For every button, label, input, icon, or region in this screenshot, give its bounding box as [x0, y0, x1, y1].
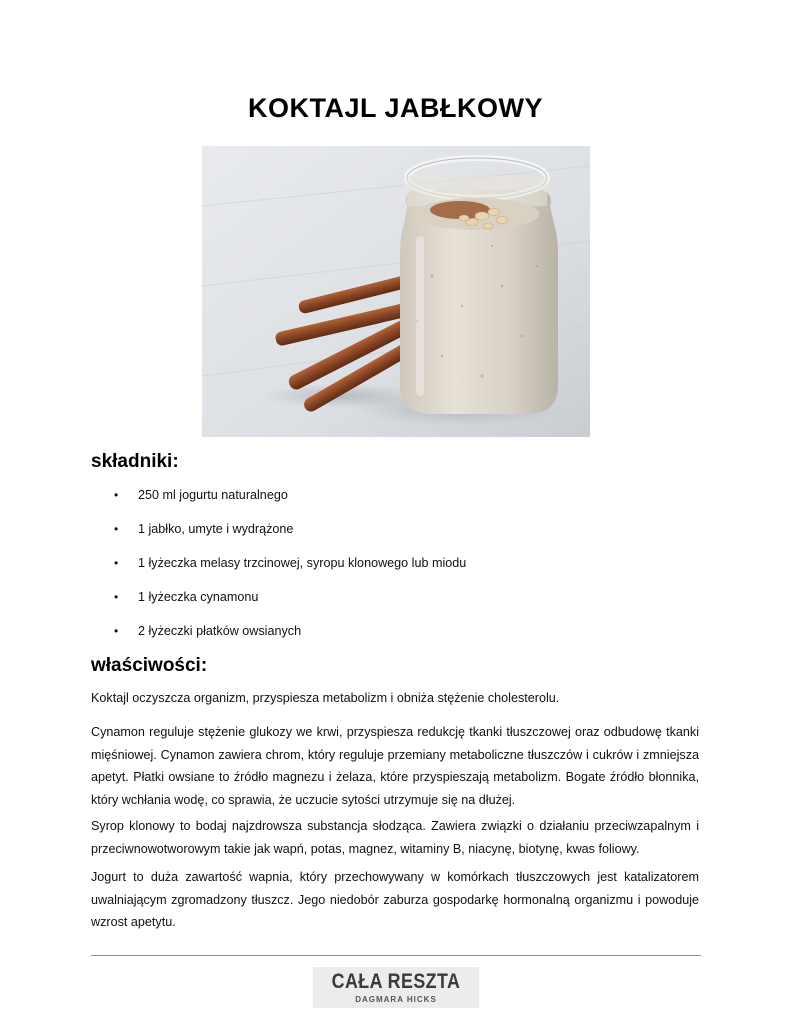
smoothie-photo — [202, 146, 590, 437]
bullet-icon: • — [114, 488, 119, 502]
properties-heading: właściwości: — [91, 655, 208, 676]
paragraph: Koktajl oczyszcza organizm, przyspiesza metabolizm i obniża stężenie cholesterolu. — [91, 691, 560, 705]
bullet-icon: • — [114, 522, 119, 536]
bullet-icon: • — [114, 590, 119, 604]
paragraph: Jogurt to duża zawartość wapnia, który przechowywany w komórkach tłuszczowych jest katalizatorem uwalniającym zgromadzony tłuszcz. Jego niedobór zaburza gospodarkę hormonalną organizmu i powoduje wzrost apetytu. — [91, 870, 699, 929]
paragraph: Cynamon reguluje stężenie glukozy we krwi, przyspiesza redukcję tkanki tłuszczowej oraz odbudowę tkanki mięśniowej. Cynamon zawiera chrom, który reguluje przemiany metaboliczne tłuszczów i cukrów i zmniejsza apetyt. Płatki owsiane to źródło magnezu i żelaza, które przyspieszają metabolizm. Bogate źródło błonnika, który wchłania wodę, co sprawia, że uczucie sytości utrzymuje się na dłużej. — [91, 725, 699, 807]
list-item: • 2 łyżeczki płatków owsianych — [114, 624, 302, 638]
bullet-icon: • — [114, 624, 119, 638]
list-item: • 1 łyżeczka melasy trzcinowej, syropu klonowego lub miodu — [114, 556, 467, 570]
bullet-icon: • — [114, 556, 119, 570]
paragraph: Syrop klonowy to bodaj najzdrowsza substancja słodząca. Zawiera związki o działaniu przeciwzapalnym i przeciwnowotworowym takie jak wapń, potas, magnez, witaminy B, niacynę, biotynę, kwas foliowy. — [91, 819, 699, 856]
footer-logo — [313, 967, 479, 1008]
logo-title: CAŁA RESZTA — [331, 970, 461, 993]
logo-subtitle: DAGMARA HICKS — [355, 995, 437, 1004]
list-item: • 250 ml jogurtu naturalnego — [114, 488, 288, 502]
list-item: • 1 łyżeczka cynamonu — [114, 590, 259, 604]
footer-divider — [91, 955, 701, 956]
list-item: • 1 jabłko, umyte i wydrążone — [114, 522, 294, 536]
ingredients-heading: składniki: — [91, 451, 179, 472]
page-title: KOKTAJL JABŁKOWY — [247, 93, 543, 123]
ingredients-list — [114, 486, 674, 656]
